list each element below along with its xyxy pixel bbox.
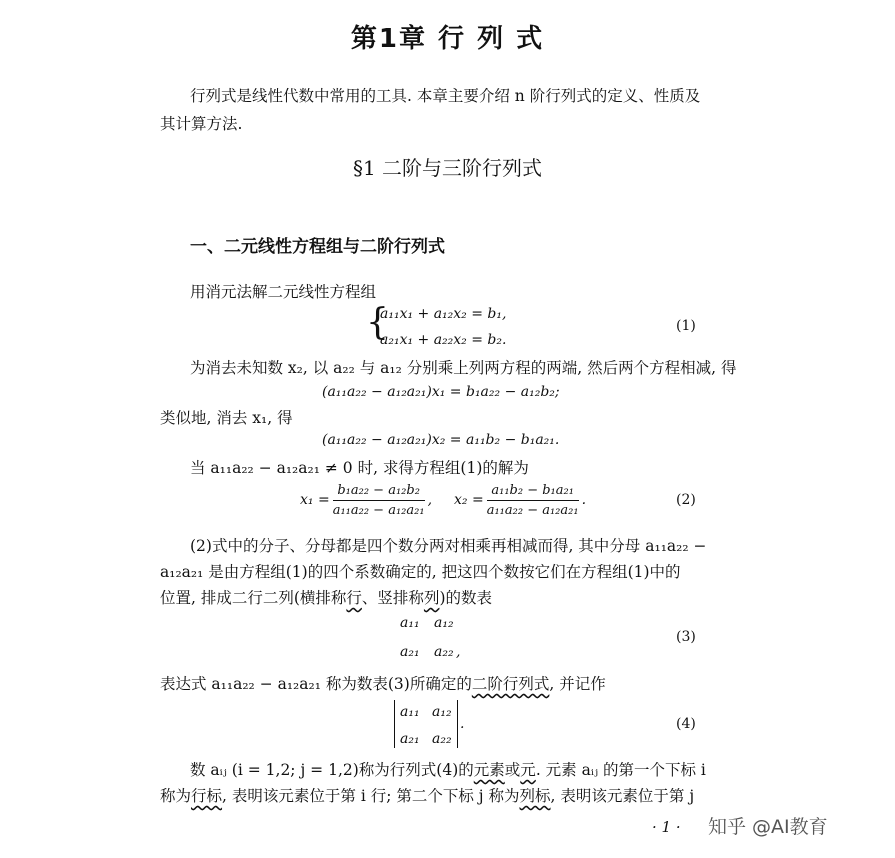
equation-number-2: (2) — [676, 492, 696, 508]
formula-line-3-part-c: )的数表 — [439, 589, 493, 607]
subsection-title: 一、二元线性方程组与二阶行列式 — [190, 237, 445, 257]
expression-part-a: 表达式 a₁₁a₂₂ − a₁₂a₂₁ 称为数表(3)所确定的 — [160, 675, 472, 693]
table-a11: a₁₁ — [400, 615, 420, 631]
term-elem: 元 — [520, 761, 536, 779]
fraction-x1-denominator: a₁₁a₂₂ − a₁₂a₂₁ — [332, 502, 425, 518]
expression-part-b: , 并记作 — [549, 675, 606, 693]
paragraph-solve: 用消元法解二元线性方程组 — [190, 283, 377, 301]
det-a22: a₂₂ — [432, 731, 452, 747]
fraction-x1-numerator: b₁a₂₂ − a₁₂b₂ — [333, 483, 425, 501]
solution-row — [300, 478, 586, 522]
formula-line-3-part-a: 位置, 排成二行二列(横排称 — [160, 589, 347, 607]
paragraph-element — [190, 758, 706, 780]
det-period: . — [460, 716, 465, 732]
element-part-a: 数 aᵢⱼ (i = 1,2; j = 1,2)称为行列式(4)的 — [190, 761, 474, 779]
solution-x1-label: x₁ = — [300, 492, 330, 508]
equation-number-1: (1) — [676, 318, 696, 334]
paragraph-formula-line-2: a₁₂a₂₁ 是由方程组(1)的四个系数确定的, 把这四个数按它们在方程组(1)中的 — [160, 563, 681, 581]
element-part-b: . 元素 aᵢⱼ 的第一个下标 i — [535, 761, 706, 779]
solution-x2-label: x₂ = — [454, 492, 484, 508]
table-a12: a₁₂ — [434, 615, 454, 631]
equation-number-4: (4) — [676, 716, 696, 732]
page-number: · 1 · — [652, 818, 681, 836]
paragraph-similar: 类似地, 消去 x₁, 得 — [160, 409, 293, 427]
equation-number-3: (3) — [676, 629, 696, 645]
paragraph-index — [160, 784, 694, 806]
section-title: §1 二阶与三阶行列式 — [352, 156, 543, 180]
determinant-right-bar — [457, 700, 458, 748]
equation-x2: (a₁₁a₂₂ − a₁₂a₂₁)x₂ = a₁₁b₂ − b₁a₂₁. — [322, 432, 560, 448]
solution-end: . — [581, 492, 587, 508]
index-part-a: 称为 — [160, 787, 192, 805]
fraction-x1 — [333, 483, 425, 518]
index-part-c: , 表明该元素位于第 j — [550, 787, 695, 805]
table-comma: , — [456, 644, 461, 660]
fraction-x2-denominator: a₁₁a₂₂ − a₁₂a₂₁ — [486, 502, 579, 518]
fraction-x2 — [487, 483, 579, 518]
solution-comma: , — [427, 492, 433, 508]
intro-line-2: 其计算方法. — [160, 115, 243, 133]
formula-line-3-part-b: 、竖排称 — [361, 589, 424, 607]
term-row: 行 — [346, 589, 362, 607]
fraction-x2-numerator: a₁₁b₂ − b₁a₂₁ — [487, 483, 579, 501]
left-brace: { — [366, 302, 389, 343]
determinant-left-bar — [394, 700, 395, 748]
equation-x1: (a₁₁a₂₂ − a₁₂a₂₁)x₁ = b₁a₂₂ − a₁₂b₂; — [322, 384, 560, 400]
equation-1-line-1: a₁₁x₁ + a₁₂x₂ = b₁, — [380, 306, 507, 322]
term-column-index: 列标 — [519, 787, 551, 805]
paragraph-expression — [160, 672, 606, 694]
watermark: 知乎 @AI教育 — [708, 816, 828, 838]
paragraph-formula-line-3 — [160, 586, 492, 608]
term-row-index: 行标 — [191, 787, 223, 805]
term-column: 列 — [423, 589, 440, 607]
paragraph-formula-line-1: (2)式中的分子、分母都是四个数分两对相乘再相减而得, 其中分母 a₁₁a₂₂ − — [190, 537, 707, 555]
det-a12: a₁₂ — [432, 704, 452, 720]
element-or: 或 — [504, 761, 521, 779]
term-second-order-determinant: 二阶行列式 — [471, 675, 550, 693]
intro-line-1: 行列式是线性代数中常用的工具. 本章主要介绍 n 阶行列式的定义、性质及 — [190, 87, 701, 105]
paragraph-eliminate: 为消去未知数 x₂, 以 a₂₂ 与 a₁₂ 分别乘上列两方程的两端, 然后两个方程相减, 得 — [190, 359, 737, 377]
chapter-title: 第1章 行 列 式 — [350, 24, 545, 54]
paragraph-when: 当 a₁₁a₂₂ − a₁₂a₂₁ ≠ 0 时, 求得方程组(1)的解为 — [190, 459, 529, 477]
det-a21: a₂₁ — [400, 731, 420, 747]
det-a11: a₁₁ — [400, 704, 420, 720]
index-part-b: , 表明该元素位于第 i 行; 第二个下标 j 称为 — [222, 787, 520, 805]
equation-1-line-2: a₂₁x₁ + a₂₂x₂ = b₂. — [380, 332, 507, 348]
term-element: 元素 — [473, 761, 505, 779]
table-a22: a₂₂ — [434, 644, 454, 660]
table-a21: a₂₁ — [400, 644, 420, 660]
